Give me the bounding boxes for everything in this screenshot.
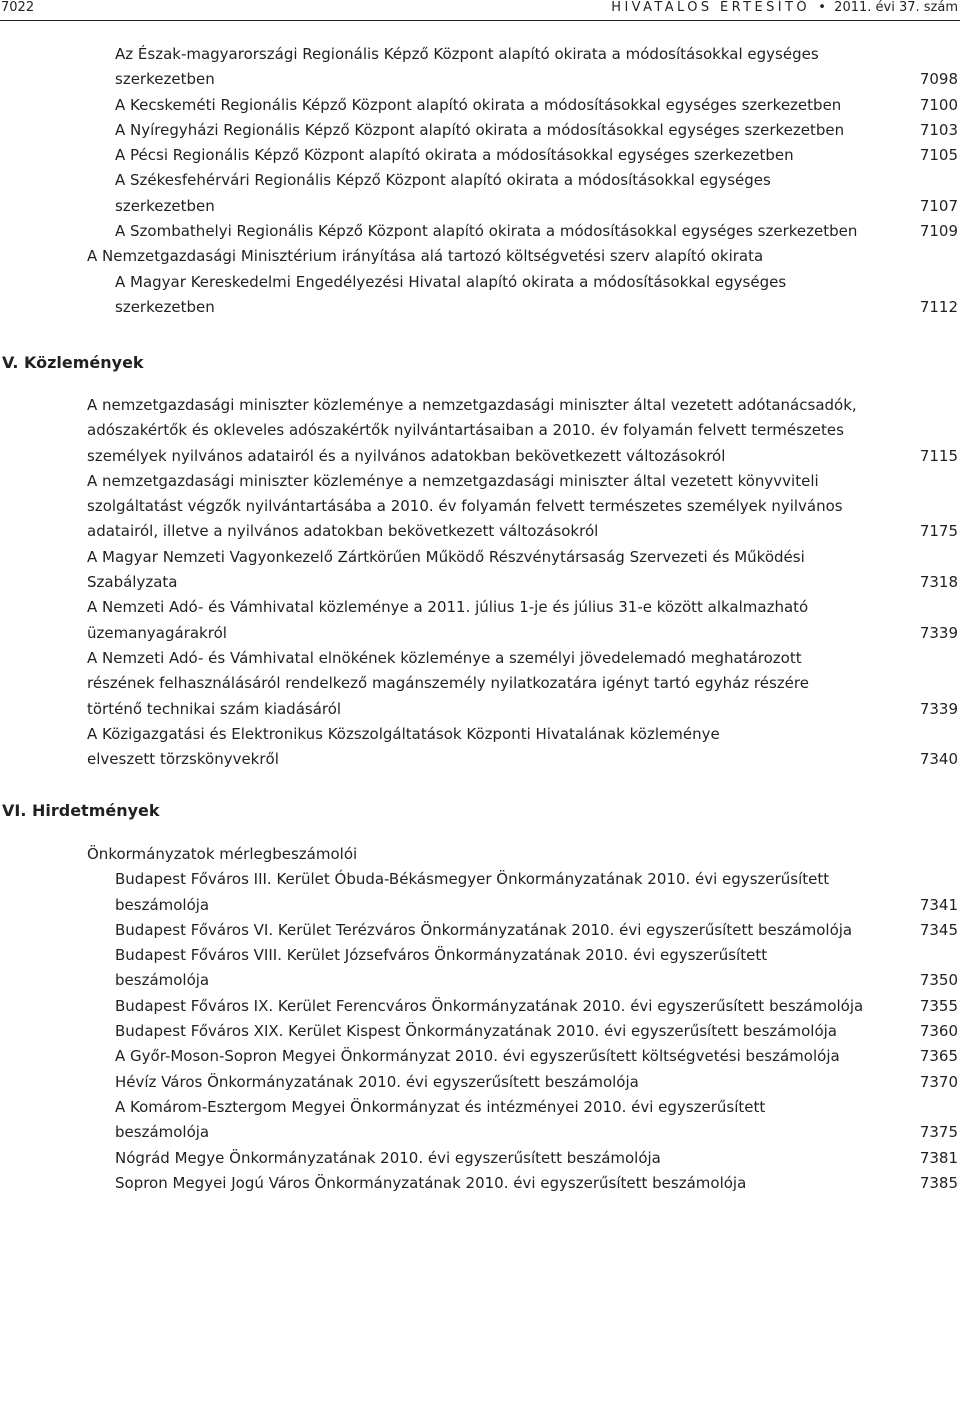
toc-entry (0, 219, 960, 244)
toc-entry-text: Budapest Főváros VI. Kerület Terézváros Önkormányzatának 2010. évi egyszerűsített beszámolója (115, 920, 853, 939)
toc-entry-text: A Székesfehérvári Regionális Képző Központ alapító okirata a módosításokkal egységes (115, 171, 771, 190)
toc-page-number: 7345 (919, 920, 958, 939)
toc-page-number: 7115 (919, 446, 958, 465)
toc-entry-text: A Nemzeti Adó- és Vámhivatal közleménye a 2011. július 1-je és július 31-e között alkalmazható (87, 598, 809, 617)
toc-entry (0, 1095, 960, 1146)
toc-entry (0, 1146, 960, 1171)
toc-entry-text: adatairól, illetve a nyilvános adatokban bekövetkezett változásokról (87, 522, 599, 541)
toc-entry-text: szerkezetben (115, 196, 215, 215)
toc-entry (0, 1070, 960, 1095)
toc-entry-text: Budapest Főváros VIII. Kerület Józsefváros Önkormányzatának 2010. évi egyszerűsített (115, 946, 768, 965)
toc-entry-text: A nemzetgazdasági miniszter közleménye a nemzetgazdasági miniszter által vezetett könyvviteli (87, 471, 819, 490)
toc-entry (0, 545, 960, 596)
toc-entry-text: Hévíz Város Önkormányzatának 2010. évi egyszerűsített beszámolója (115, 1072, 639, 1091)
toc-entry (0, 1019, 960, 1044)
toc-entry-text: történő technikai szám kiadásáról (87, 699, 342, 718)
journal-title: HIVATALOS ÉRTESÍTŐ (611, 0, 810, 15)
toc-page-number: 7350 (919, 971, 958, 990)
toc-top-entries (0, 42, 960, 320)
toc-entry-text: szolgáltatást végzők nyilvántartásába a 2010. év folyamán felvett természetes személyek nyilvános (87, 497, 843, 516)
toc-page-number: 7098 (919, 70, 958, 89)
toc-entry-text: Budapest Főváros XIX. Kerület Kispest Önkormányzatának 2010. évi egyszerűsített beszámolója (115, 1022, 837, 1041)
toc-entry (0, 42, 960, 93)
page-number: 7022 (1, 0, 35, 15)
toc-entry-text: elveszett törzskönyvekről (87, 750, 279, 769)
header-rule (0, 20, 960, 21)
toc-entry (0, 1044, 960, 1069)
toc-entry (0, 595, 960, 646)
toc-page-number: 7375 (919, 1123, 958, 1142)
toc-page-number: 7175 (919, 522, 958, 541)
toc-entry (0, 842, 960, 867)
toc-page-number: 7100 (919, 95, 958, 114)
toc-entry-text: Az Észak-magyarországi Regionális Képző Központ alapító okirata a módosításokkal egységes (115, 45, 819, 63)
toc-entry (0, 118, 960, 143)
toc-entry-text: Sopron Megyei Jogú Város Önkormányzatának 2010. évi egyszerűsített beszámolója (115, 1173, 747, 1192)
running-title: HIVATALOS ÉRTESÍTŐ • 2011. évi 37. szám (611, 0, 958, 15)
toc-entry-text: szerkezetben (115, 70, 215, 89)
toc-entry-text: A Győr-Moson-Sopron Megyei Önkormányzat 2010. évi egyszerűsített költségvetési beszámolója (115, 1047, 840, 1066)
toc-page-number: 7385 (919, 1173, 958, 1192)
toc-entry-text: adószakértők és okleveles adószakértők nyilvántartásaiban a 2010. év folyamán felvett természetes (87, 421, 844, 440)
toc-entry-text: Szabályzata (87, 573, 178, 592)
toc-entry-text: A Magyar Nemzeti Vagyonkezelő Zártkörűen Működő Részvénytársaság Szervezeti és Működési (87, 547, 805, 566)
toc-entry-text: Nógrád Megye Önkormányzatának 2010. évi egyszerűsített beszámolója (115, 1148, 661, 1167)
toc-page-number: 7105 (919, 146, 958, 165)
toc-entry-text: A Magyar Kereskedelmi Engedélyezési Hivatal alapító okirata a módosításokkal egységes (115, 272, 787, 291)
toc-page-number: 7381 (919, 1148, 958, 1167)
toc-entry (0, 143, 960, 168)
toc-entry (0, 270, 960, 321)
running-header (0, 0, 960, 22)
toc-page-number: 7355 (919, 996, 958, 1015)
toc-entry-text: A nemzetgazdasági miniszter közleménye a nemzetgazdasági miniszter által vezetett adótanácsadók, (87, 396, 857, 414)
toc-entry (0, 918, 960, 943)
toc-entry-text: A Nyíregyházi Regionális Képző Központ alapító okirata a módosításokkal egységes szerkezetben (115, 120, 845, 139)
toc-entry-text: A Szombathelyi Regionális Képző Központ alapító okirata a módosításokkal egységes szerkezetben (115, 222, 858, 241)
toc-entry-text: A Komárom-Esztergom Megyei Önkormányzat és intézményei 2010. évi egyszerűsített (115, 1097, 766, 1116)
toc-section-hirdetmenyek (0, 842, 960, 1196)
toc-entry-text: részének felhasználásáról rendelkező magánszemély nyilatkozatára igényt tartó egyház részére (87, 674, 809, 693)
toc-entry (0, 722, 960, 773)
toc-entry-text: A Nemzeti Adó- és Vámhivatal elnökének közleménye a személyi jövedelemadó meghatározott (87, 648, 802, 667)
toc-entry (0, 994, 960, 1019)
toc-page-number: 7339 (919, 699, 958, 718)
toc-entry-text: szerkezetben (115, 297, 215, 316)
toc-entry (0, 93, 960, 118)
toc-entry (0, 393, 960, 469)
toc-entry-text: Budapest Főváros III. Kerület Óbuda-Békásmegyer Önkormányzatának 2010. évi egyszerűsített (115, 870, 830, 889)
toc-entry (0, 168, 960, 219)
toc-entry (0, 1171, 960, 1196)
toc-entry (0, 469, 960, 545)
toc-entry-text: A Kecskeméti Regionális Képző Központ alapító okirata a módosításokkal egységes szerkezetben (115, 95, 842, 114)
toc-entry-text: beszámolója (115, 895, 210, 914)
toc-section-kozlemenyek (0, 393, 960, 772)
toc-page-number: 7109 (919, 222, 958, 241)
toc-page-number: 7112 (919, 297, 958, 316)
toc-page-number: 7318 (919, 573, 958, 592)
toc-page-number: 7365 (919, 1047, 958, 1066)
toc-entry-text: beszámolója (115, 1123, 210, 1142)
toc-page-number: 7341 (919, 895, 958, 914)
toc-page-number: 7339 (919, 623, 958, 642)
toc-entry-text: A Közigazgatási és Elektronikus Közszolgáltatások Központi Hivatalának közleménye (87, 724, 720, 743)
toc-page-number: 7360 (919, 1022, 958, 1041)
toc-entry (0, 867, 960, 918)
toc-entry-text: A Nemzetgazdasági Minisztérium irányítása alá tartozó költségvetési szerv alapító okirata (87, 247, 764, 266)
toc-entry-text: személyek nyilvános adatairól és a nyilvános adatokban bekövetkezett változásokról (87, 446, 726, 465)
toc-entry-text: A Pécsi Regionális Képző Központ alapító okirata a módosításokkal egységes szerkezetben (115, 146, 794, 165)
toc-entry-text: üzemanyagárakról (87, 623, 227, 642)
toc-entry-text: Önkormányzatok mérlegbeszámolói (87, 845, 358, 863)
toc-page-number: 7370 (919, 1072, 958, 1091)
toc-page-number: 7107 (919, 196, 958, 215)
toc-entry-text: beszámolója (115, 971, 210, 990)
toc-entry (0, 244, 960, 269)
issue-label: 2011. évi 37. szám (834, 0, 958, 15)
section-title-hirdetmenyek: VI. Hirdetmények (2, 801, 160, 820)
toc-entry (0, 943, 960, 994)
toc-page-number: 7103 (919, 120, 958, 139)
toc-entry (0, 646, 960, 722)
toc-page-number: 7340 (919, 750, 958, 769)
section-title-kozlemenyek: V. Közlemények (2, 353, 144, 372)
toc-entry-text: Budapest Főváros IX. Kerület Ferencváros Önkormányzatának 2010. évi egyszerűsített beszámolója (115, 996, 864, 1015)
